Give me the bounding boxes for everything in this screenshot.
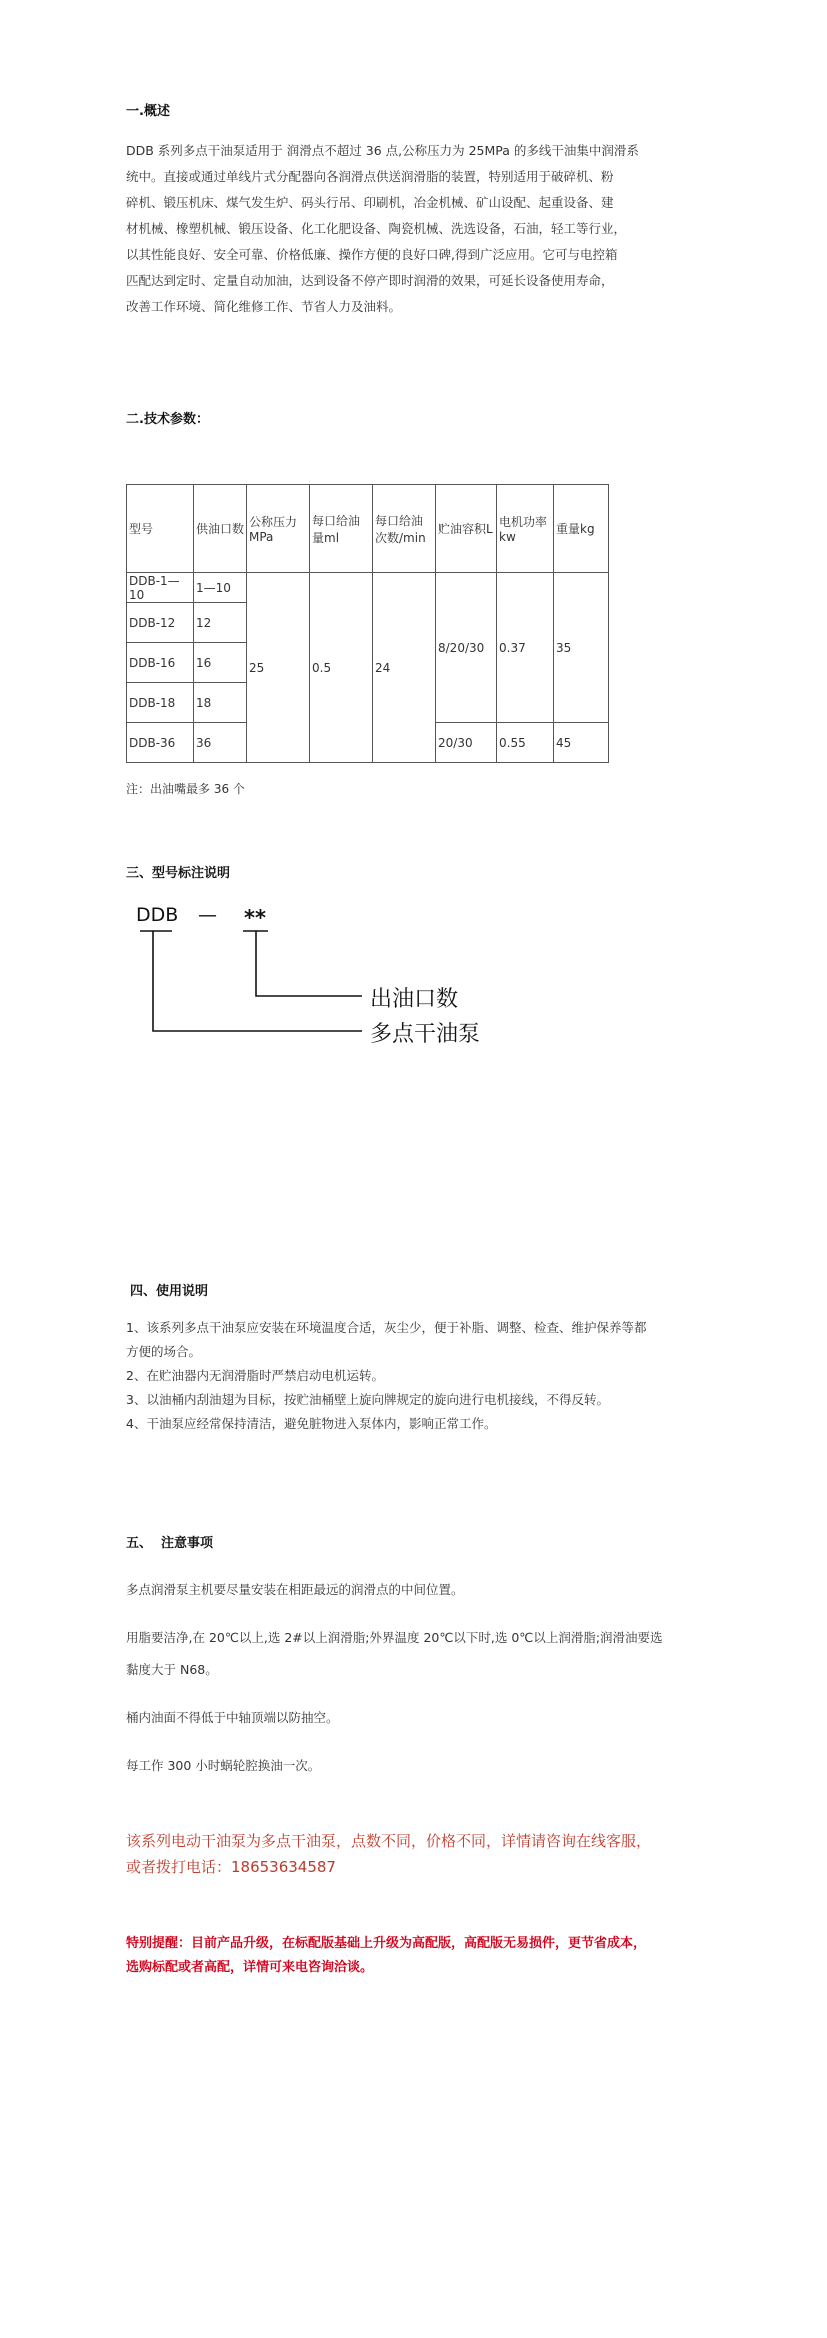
cell-model: DDB-36 (127, 723, 194, 763)
special-line1: 特别提醒：目前产品升级，在标配版基础上升级为高配版，高配版无易损件，更节省成本， (126, 1936, 647, 1951)
section1-line: DDB 系列多点干油泵适用于 润滑点不超过 36 点,公称压力为 25MPa 的多线干油集中润滑系 (126, 143, 639, 158)
header-model: 型号 (127, 485, 194, 573)
cell-ports: 16 (194, 643, 247, 683)
section4-body (126, 1316, 646, 1436)
code-prefix: DDB (136, 904, 179, 926)
section4-line: 3、以油桶内刮油翅为目标，按贮油桶壁上旋向牌规定的旋向进行电机接线，不得反转。 (126, 1392, 609, 1407)
section1-line: 碎机、锻压机床、煤气发生炉、码头行吊、印刷机，冶金机械、矿山设配、起重设备、建 (126, 195, 614, 210)
code-dash: — (198, 904, 217, 926)
code-stars: ** (244, 906, 266, 930)
cell-ports: 18 (194, 683, 247, 723)
section1-body (126, 138, 639, 320)
section1-line: 材机械、橡塑机械、锻压设备、化工化肥设备、陶瓷机械、洗选设备，石油，轻工等行业， (126, 221, 627, 236)
section5-p2b: 黏度大于 N68。 (126, 1662, 218, 1677)
section4-line: 方便的场合。 (126, 1344, 202, 1359)
spec-table (126, 484, 609, 763)
section5-p4: 每工作 300 小时蜗轮腔换油一次。 (126, 1758, 321, 1773)
section5-title: 五、 注意事项 (126, 1536, 214, 1551)
cell-model: DDB-12 (127, 603, 194, 643)
section3-title: 三、型号标注说明 (126, 866, 231, 881)
header-weight: 重量kg (554, 485, 609, 573)
header-pressure: 公称压力MPa (247, 485, 310, 573)
cell-power: 0.37 (497, 573, 554, 723)
section4-line: 1、该系列多点干油泵应安装在环境温度合适，灰尘少，便于补脂、调整、检查、维护保养等都 (126, 1320, 647, 1335)
section1-line: 以其性能良好、安全可靠、价格低廉、操作方便的良好口碑,得到广泛应用。它可与电控箱 (126, 247, 618, 262)
cell-weight: 35 (554, 573, 609, 723)
cell-times-per-min: 24 (373, 573, 436, 763)
cell-volume: 8/20/30 (436, 573, 497, 723)
header-times-per-min: 每口给油次数/min (373, 485, 436, 573)
section5-p1: 多点润滑泵主机要尽量安装在相距最远的润滑点的中间位置。 (126, 1582, 464, 1597)
cell-oil-per-port: 0.5 (310, 573, 373, 763)
code-connector-lines (126, 904, 546, 1064)
cell-ports: 36 (194, 723, 247, 763)
section5-p2a: 用脂要洁净,在 20℃以上,选 2#以上润滑脂;外界温度 20℃以下时,选 0℃以上润滑脂;润滑油要选 (126, 1630, 663, 1645)
cell-model: DDB-1—10 (127, 573, 194, 603)
cell-pressure: 25 (247, 573, 310, 763)
header-oil-per-port: 每口给油量ml (310, 485, 373, 573)
header-ports: 供油口数 (194, 485, 247, 573)
cell-power: 0.55 (497, 723, 554, 763)
model-code-diagram (126, 904, 546, 1064)
table-row (127, 573, 609, 603)
section1-title: 一.概述 (126, 104, 170, 119)
notice-line1: 该系列电动干油泵为多点干油泵，点数不同，价格不同，详情请咨询在线客服， (126, 1832, 652, 1850)
section4-line: 4、干油泵应经常保持清洁，避免脏物进入泵体内，影响正常工作。 (126, 1416, 497, 1431)
cell-ports: 1—10 (194, 573, 247, 603)
section1-line: 改善工作环境、简化维修工作、节省人力及油料。 (126, 299, 402, 314)
section5-p3: 桶内油面不得低于中轴顶端以防抽空。 (126, 1710, 339, 1725)
cell-volume: 20/30 (436, 723, 497, 763)
table-header-row (127, 485, 609, 573)
section1-line: 统中。直接或通过单线片式分配器向各润滑点供送润滑脂的装置，特别适用于破碎机、粉 (126, 169, 614, 184)
section2-title: 二.技术参数： (126, 412, 209, 427)
section4-line: 2、在贮油器内无润滑脂时严禁启动电机运转。 (126, 1368, 384, 1383)
special-line2: 选购标配或者高配，详情可来电咨询洽谈。 (126, 1960, 374, 1975)
label-ports: 出油口数 (370, 987, 459, 1012)
header-power: 电机功率kw (497, 485, 554, 573)
notice-line2: 或者拨打电话：18653634587 (126, 1858, 336, 1876)
label-pump: 多点干油泵 (370, 1022, 481, 1047)
cell-model: DDB-16 (127, 643, 194, 683)
table-note: 注：出油嘴最多 36 个 (126, 782, 245, 796)
section4-title: 四、使用说明 (130, 1284, 209, 1299)
header-volume: 贮油容积L (436, 485, 497, 573)
cell-weight: 45 (554, 723, 609, 763)
section1-line: 匹配达到定时、定量自动加油，达到设备不停产即时润滑的效果，可延长设备使用寿命， (126, 273, 614, 288)
cell-model: DDB-18 (127, 683, 194, 723)
cell-ports: 12 (194, 603, 247, 643)
